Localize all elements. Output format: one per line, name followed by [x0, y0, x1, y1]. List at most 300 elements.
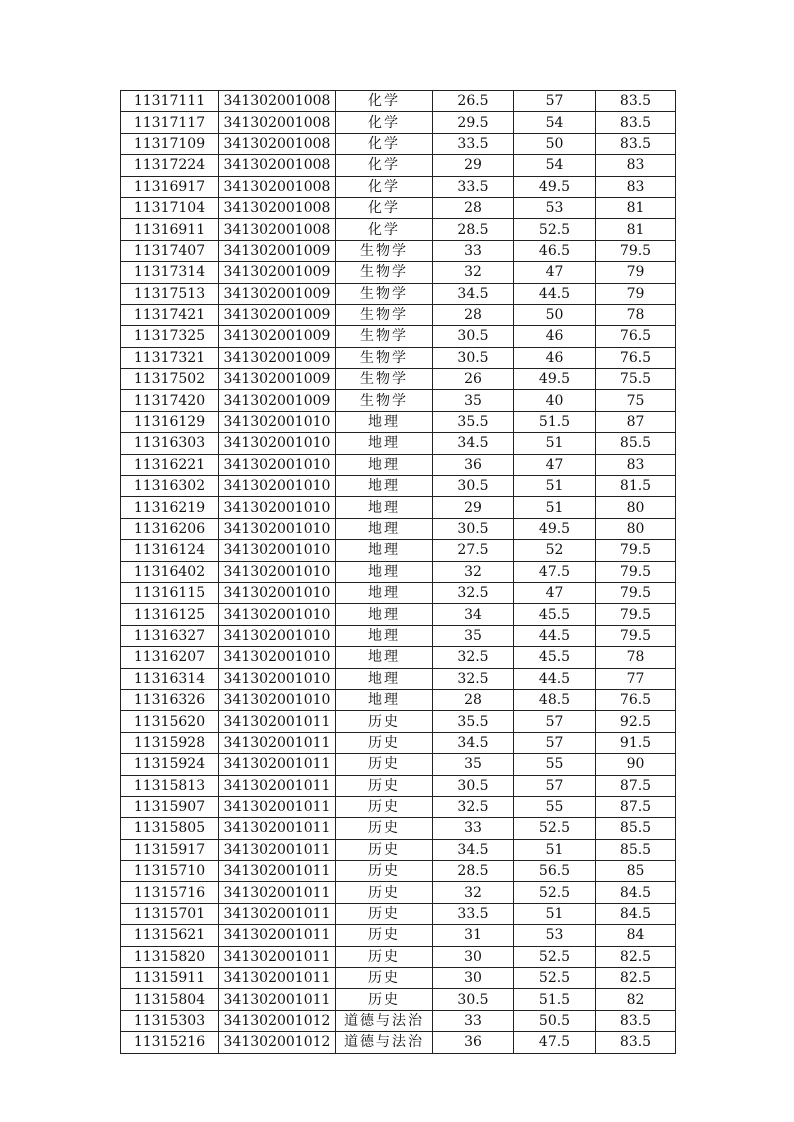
cell-written-score: 30.5: [433, 326, 514, 347]
cell-subject: 地理: [336, 561, 433, 582]
cell-exam-id: 11316115: [121, 582, 219, 603]
cell-position-code: 341302001011: [219, 989, 336, 1010]
table-row: [121, 796, 676, 817]
cell-position-code: 341302001011: [219, 925, 336, 946]
cell-interview-score: 45.5: [514, 647, 596, 668]
table-row: [121, 219, 676, 240]
table-row: [121, 946, 676, 967]
cell-position-code: 341302001009: [219, 326, 336, 347]
cell-written-score: 33.5: [433, 176, 514, 197]
cell-interview-score: 46: [514, 347, 596, 368]
cell-total-score: 75.5: [596, 369, 676, 390]
cell-subject: 历史: [336, 989, 433, 1010]
cell-exam-id: 11317104: [121, 197, 219, 218]
cell-interview-score: 46.5: [514, 240, 596, 261]
cell-position-code: 341302001011: [219, 903, 336, 924]
cell-interview-score: 52.5: [514, 219, 596, 240]
cell-position-code: 341302001008: [219, 219, 336, 240]
cell-written-score: 29: [433, 497, 514, 518]
cell-written-score: 34.5: [433, 433, 514, 454]
cell-position-code: 341302001012: [219, 1032, 336, 1053]
cell-position-code: 341302001010: [219, 582, 336, 603]
cell-position-code: 341302001008: [219, 91, 336, 112]
cell-total-score: 78: [596, 647, 676, 668]
cell-exam-id: 11316314: [121, 668, 219, 689]
cell-position-code: 341302001010: [219, 625, 336, 646]
cell-subject: 生物学: [336, 304, 433, 325]
cell-written-score: 32.5: [433, 796, 514, 817]
cell-position-code: 341302001009: [219, 262, 336, 283]
cell-interview-score: 48.5: [514, 689, 596, 710]
cell-interview-score: 52.5: [514, 968, 596, 989]
cell-written-score: 29: [433, 155, 514, 176]
cell-exam-id: 11315924: [121, 754, 219, 775]
table-row: [121, 732, 676, 753]
cell-total-score: 77: [596, 668, 676, 689]
table-row: [121, 689, 676, 710]
cell-interview-score: 47: [514, 582, 596, 603]
cell-interview-score: 54: [514, 112, 596, 133]
table-row: [121, 711, 676, 732]
cell-total-score: 81: [596, 197, 676, 218]
cell-subject: 历史: [336, 968, 433, 989]
cell-exam-id: 11316327: [121, 625, 219, 646]
cell-exam-id: 11315820: [121, 946, 219, 967]
cell-exam-id: 11315813: [121, 775, 219, 796]
table-row: [121, 561, 676, 582]
cell-interview-score: 57: [514, 775, 596, 796]
cell-subject: 地理: [336, 476, 433, 497]
cell-total-score: 83.5: [596, 1032, 676, 1053]
cell-exam-id: 11317117: [121, 112, 219, 133]
cell-position-code: 341302001008: [219, 133, 336, 154]
table-row: [121, 369, 676, 390]
cell-written-score: 30.5: [433, 775, 514, 796]
cell-subject: 道德与法治: [336, 1032, 433, 1053]
cell-subject: 化学: [336, 155, 433, 176]
cell-total-score: 83: [596, 454, 676, 475]
cell-subject: 地理: [336, 625, 433, 646]
cell-interview-score: 47.5: [514, 561, 596, 582]
cell-written-score: 32: [433, 561, 514, 582]
cell-written-score: 30: [433, 968, 514, 989]
cell-exam-id: 11317224: [121, 155, 219, 176]
cell-subject: 历史: [336, 711, 433, 732]
cell-written-score: 32.5: [433, 647, 514, 668]
cell-position-code: 341302001011: [219, 711, 336, 732]
cell-written-score: 30: [433, 946, 514, 967]
table-row: [121, 775, 676, 796]
cell-position-code: 341302001011: [219, 946, 336, 967]
table-row: [121, 1010, 676, 1031]
cell-written-score: 30.5: [433, 347, 514, 368]
cell-subject: 地理: [336, 689, 433, 710]
score-table-body: [121, 91, 676, 1054]
cell-total-score: 79.5: [596, 561, 676, 582]
cell-written-score: 34.5: [433, 839, 514, 860]
cell-subject: 化学: [336, 112, 433, 133]
cell-interview-score: 52: [514, 540, 596, 561]
cell-total-score: 76.5: [596, 326, 676, 347]
table-row: [121, 518, 676, 539]
cell-written-score: 28.5: [433, 861, 514, 882]
cell-total-score: 79.5: [596, 604, 676, 625]
cell-interview-score: 53: [514, 197, 596, 218]
cell-written-score: 26.5: [433, 91, 514, 112]
table-row: [121, 861, 676, 882]
cell-subject: 生物学: [336, 369, 433, 390]
cell-position-code: 341302001011: [219, 968, 336, 989]
cell-interview-score: 47: [514, 454, 596, 475]
cell-position-code: 341302001010: [219, 497, 336, 518]
table-row: [121, 262, 676, 283]
cell-interview-score: 50: [514, 304, 596, 325]
cell-position-code: 341302001010: [219, 668, 336, 689]
cell-interview-score: 51: [514, 433, 596, 454]
cell-subject: 历史: [336, 839, 433, 860]
cell-subject: 地理: [336, 454, 433, 475]
cell-position-code: 341302001010: [219, 561, 336, 582]
cell-exam-id: 11315805: [121, 818, 219, 839]
cell-interview-score: 54: [514, 155, 596, 176]
table-row: [121, 476, 676, 497]
cell-exam-id: 11316206: [121, 518, 219, 539]
cell-position-code: 341302001011: [219, 839, 336, 860]
table-row: [121, 390, 676, 411]
cell-exam-id: 11315621: [121, 925, 219, 946]
cell-position-code: 341302001011: [219, 882, 336, 903]
cell-interview-score: 45.5: [514, 604, 596, 625]
cell-exam-id: 11315716: [121, 882, 219, 903]
cell-total-score: 79.5: [596, 582, 676, 603]
cell-position-code: 341302001009: [219, 369, 336, 390]
cell-total-score: 83.5: [596, 91, 676, 112]
cell-exam-id: 11316911: [121, 219, 219, 240]
cell-exam-id: 11315911: [121, 968, 219, 989]
cell-interview-score: 47: [514, 262, 596, 283]
cell-total-score: 75: [596, 390, 676, 411]
cell-subject: 化学: [336, 176, 433, 197]
cell-exam-id: 11316124: [121, 540, 219, 561]
cell-subject: 地理: [336, 582, 433, 603]
cell-subject: 历史: [336, 946, 433, 967]
cell-subject: 化学: [336, 219, 433, 240]
table-row: [121, 176, 676, 197]
cell-position-code: 341302001010: [219, 518, 336, 539]
table-row: [121, 882, 676, 903]
cell-exam-id: 11316125: [121, 604, 219, 625]
cell-subject: 历史: [336, 925, 433, 946]
cell-exam-id: 11317421: [121, 304, 219, 325]
cell-interview-score: 49.5: [514, 176, 596, 197]
cell-total-score: 81.5: [596, 476, 676, 497]
cell-exam-id: 11316402: [121, 561, 219, 582]
cell-subject: 生物学: [336, 326, 433, 347]
table-row: [121, 326, 676, 347]
cell-total-score: 80: [596, 497, 676, 518]
cell-position-code: 341302001010: [219, 604, 336, 625]
cell-written-score: 31: [433, 925, 514, 946]
cell-subject: 地理: [336, 604, 433, 625]
table-row: [121, 454, 676, 475]
cell-total-score: 90: [596, 754, 676, 775]
cell-written-score: 26: [433, 369, 514, 390]
table-row: [121, 433, 676, 454]
cell-written-score: 28: [433, 197, 514, 218]
table-row: [121, 240, 676, 261]
cell-total-score: 87.5: [596, 775, 676, 796]
cell-exam-id: 11317321: [121, 347, 219, 368]
cell-written-score: 30.5: [433, 476, 514, 497]
cell-written-score: 35: [433, 390, 514, 411]
cell-position-code: 341302001009: [219, 390, 336, 411]
cell-total-score: 87.5: [596, 796, 676, 817]
cell-subject: 生物学: [336, 283, 433, 304]
cell-exam-id: 11317325: [121, 326, 219, 347]
cell-interview-score: 40: [514, 390, 596, 411]
cell-written-score: 33: [433, 1010, 514, 1031]
cell-subject: 历史: [336, 882, 433, 903]
cell-interview-score: 49.5: [514, 518, 596, 539]
cell-total-score: 79.5: [596, 625, 676, 646]
cell-interview-score: 52.5: [514, 818, 596, 839]
cell-interview-score: 51.5: [514, 989, 596, 1010]
cell-exam-id: 11316207: [121, 647, 219, 668]
cell-written-score: 35.5: [433, 411, 514, 432]
table-row: [121, 91, 676, 112]
cell-subject: 化学: [336, 133, 433, 154]
table-row: [121, 582, 676, 603]
table-row: [121, 1032, 676, 1053]
cell-total-score: 76.5: [596, 689, 676, 710]
cell-subject: 历史: [336, 754, 433, 775]
cell-interview-score: 46: [514, 326, 596, 347]
cell-interview-score: 50.5: [514, 1010, 596, 1031]
cell-position-code: 341302001009: [219, 283, 336, 304]
cell-interview-score: 49.5: [514, 369, 596, 390]
cell-written-score: 29.5: [433, 112, 514, 133]
cell-subject: 历史: [336, 818, 433, 839]
cell-total-score: 91.5: [596, 732, 676, 753]
cell-exam-id: 11316129: [121, 411, 219, 432]
cell-subject: 地理: [336, 647, 433, 668]
cell-position-code: 341302001008: [219, 197, 336, 218]
cell-position-code: 341302001011: [219, 754, 336, 775]
table-row: [121, 903, 676, 924]
cell-exam-id: 11316219: [121, 497, 219, 518]
cell-subject: 生物学: [336, 390, 433, 411]
cell-total-score: 79: [596, 283, 676, 304]
cell-written-score: 30.5: [433, 518, 514, 539]
cell-interview-score: 51.5: [514, 411, 596, 432]
cell-interview-score: 52.5: [514, 882, 596, 903]
table-row: [121, 540, 676, 561]
cell-written-score: 33: [433, 240, 514, 261]
table-row: [121, 155, 676, 176]
cell-total-score: 84: [596, 925, 676, 946]
cell-total-score: 84.5: [596, 903, 676, 924]
cell-position-code: 341302001010: [219, 647, 336, 668]
cell-total-score: 81: [596, 219, 676, 240]
cell-written-score: 35.5: [433, 711, 514, 732]
cell-total-score: 82: [596, 989, 676, 1010]
cell-written-score: 35: [433, 754, 514, 775]
table-row: [121, 625, 676, 646]
cell-exam-id: 11315928: [121, 732, 219, 753]
cell-written-score: 32: [433, 882, 514, 903]
cell-position-code: 341302001009: [219, 347, 336, 368]
cell-subject: 地理: [336, 668, 433, 689]
cell-position-code: 341302001010: [219, 476, 336, 497]
cell-interview-score: 50: [514, 133, 596, 154]
cell-total-score: 83: [596, 176, 676, 197]
cell-exam-id: 11317109: [121, 133, 219, 154]
cell-total-score: 87: [596, 411, 676, 432]
cell-position-code: 341302001011: [219, 796, 336, 817]
cell-subject: 历史: [336, 903, 433, 924]
cell-interview-score: 57: [514, 732, 596, 753]
cell-position-code: 341302001010: [219, 454, 336, 475]
cell-total-score: 85.5: [596, 433, 676, 454]
cell-total-score: 83.5: [596, 1010, 676, 1031]
cell-position-code: 341302001008: [219, 155, 336, 176]
cell-interview-score: 53: [514, 925, 596, 946]
cell-position-code: 341302001010: [219, 689, 336, 710]
cell-exam-id: 11315701: [121, 903, 219, 924]
cell-exam-id: 11315303: [121, 1010, 219, 1031]
cell-written-score: 28: [433, 304, 514, 325]
cell-total-score: 83.5: [596, 133, 676, 154]
cell-exam-id: 11316303: [121, 433, 219, 454]
cell-written-score: 34.5: [433, 732, 514, 753]
cell-total-score: 85: [596, 861, 676, 882]
cell-subject: 历史: [336, 775, 433, 796]
cell-interview-score: 52.5: [514, 946, 596, 967]
cell-position-code: 341302001009: [219, 240, 336, 261]
cell-subject: 历史: [336, 861, 433, 882]
cell-written-score: 28: [433, 689, 514, 710]
cell-position-code: 341302001011: [219, 775, 336, 796]
cell-exam-id: 11317513: [121, 283, 219, 304]
cell-written-score: 32.5: [433, 668, 514, 689]
cell-exam-id: 11317420: [121, 390, 219, 411]
table-row: [121, 304, 676, 325]
cell-subject: 地理: [336, 433, 433, 454]
table-row: [121, 989, 676, 1010]
cell-total-score: 78: [596, 304, 676, 325]
cell-interview-score: 51: [514, 497, 596, 518]
cell-interview-score: 55: [514, 796, 596, 817]
cell-written-score: 34.5: [433, 283, 514, 304]
cell-exam-id: 11315804: [121, 989, 219, 1010]
table-row: [121, 604, 676, 625]
cell-position-code: 341302001008: [219, 112, 336, 133]
cell-written-score: 33: [433, 818, 514, 839]
cell-position-code: 341302001011: [219, 818, 336, 839]
cell-exam-id: 11316326: [121, 689, 219, 710]
cell-interview-score: 47.5: [514, 1032, 596, 1053]
cell-interview-score: 44.5: [514, 625, 596, 646]
cell-interview-score: 44.5: [514, 668, 596, 689]
cell-exam-id: 11317502: [121, 369, 219, 390]
cell-exam-id: 11315710: [121, 861, 219, 882]
table-row: [121, 197, 676, 218]
table-row: [121, 668, 676, 689]
cell-interview-score: 51: [514, 839, 596, 860]
cell-subject: 历史: [336, 732, 433, 753]
cell-subject: 地理: [336, 411, 433, 432]
cell-subject: 化学: [336, 197, 433, 218]
cell-subject: 历史: [336, 796, 433, 817]
cell-written-score: 32: [433, 262, 514, 283]
cell-written-score: 33.5: [433, 903, 514, 924]
cell-total-score: 85.5: [596, 839, 676, 860]
cell-total-score: 83: [596, 155, 676, 176]
cell-exam-id: 11315620: [121, 711, 219, 732]
cell-interview-score: 51: [514, 476, 596, 497]
cell-subject: 地理: [336, 540, 433, 561]
cell-interview-score: 51: [514, 903, 596, 924]
cell-exam-id: 11315216: [121, 1032, 219, 1053]
table-row: [121, 754, 676, 775]
cell-position-code: 341302001010: [219, 433, 336, 454]
cell-total-score: 85.5: [596, 818, 676, 839]
cell-exam-id: 11316221: [121, 454, 219, 475]
cell-exam-id: 11316917: [121, 176, 219, 197]
cell-written-score: 33.5: [433, 133, 514, 154]
cell-total-score: 79.5: [596, 240, 676, 261]
table-row: [121, 133, 676, 154]
cell-total-score: 79: [596, 262, 676, 283]
cell-subject: 生物学: [336, 347, 433, 368]
table-row: [121, 347, 676, 368]
table-row: [121, 283, 676, 304]
cell-subject: 道德与法治: [336, 1010, 433, 1031]
table-row: [121, 839, 676, 860]
cell-total-score: 76.5: [596, 347, 676, 368]
cell-written-score: 32.5: [433, 582, 514, 603]
cell-subject: 化学: [336, 91, 433, 112]
cell-total-score: 82.5: [596, 968, 676, 989]
cell-exam-id: 11317111: [121, 91, 219, 112]
cell-interview-score: 57: [514, 91, 596, 112]
score-table: [120, 90, 676, 1054]
cell-written-score: 36: [433, 454, 514, 475]
cell-interview-score: 57: [514, 711, 596, 732]
cell-written-score: 34: [433, 604, 514, 625]
cell-written-score: 35: [433, 625, 514, 646]
cell-subject: 生物学: [336, 240, 433, 261]
table-row: [121, 818, 676, 839]
cell-subject: 地理: [336, 497, 433, 518]
cell-interview-score: 56.5: [514, 861, 596, 882]
cell-total-score: 82.5: [596, 946, 676, 967]
cell-written-score: 36: [433, 1032, 514, 1053]
cell-exam-id: 11316302: [121, 476, 219, 497]
cell-exam-id: 11315917: [121, 839, 219, 860]
cell-exam-id: 11317407: [121, 240, 219, 261]
table-row: [121, 112, 676, 133]
cell-position-code: 341302001010: [219, 411, 336, 432]
cell-position-code: 341302001010: [219, 540, 336, 561]
cell-position-code: 341302001011: [219, 732, 336, 753]
cell-total-score: 92.5: [596, 711, 676, 732]
cell-subject: 生物学: [336, 262, 433, 283]
table-row: [121, 925, 676, 946]
cell-position-code: 341302001008: [219, 176, 336, 197]
table-row: [121, 497, 676, 518]
cell-position-code: 341302001012: [219, 1010, 336, 1031]
